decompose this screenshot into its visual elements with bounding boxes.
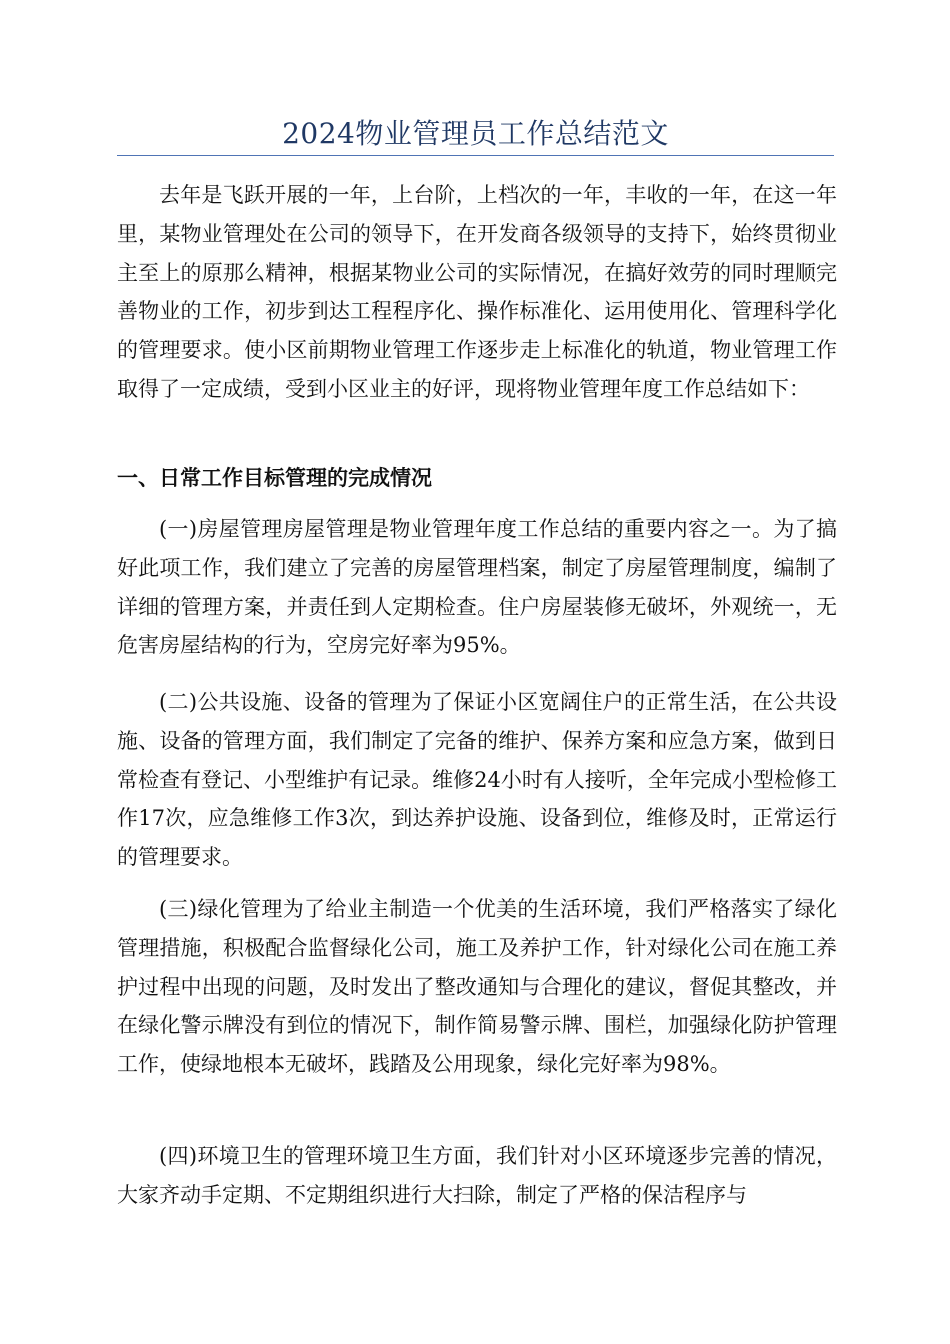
document-title: 2024物业管理员工作总结范文 — [282, 117, 669, 150]
paragraph-housing-management: (一)房屋管理房屋管理是物业管理年度工作总结的重要内容之一。为了搞好此项工作，我们建立了完善的房屋管理档案，制定了房屋管理制度，编制了详细的管理方案，并责任到人定期检查。住户房屋装修无破坏，外观统一，无危害房屋结构的行为，空房完好率为95%。 — [117, 517, 837, 658]
paragraph-environmental-sanitation: (四)环境卫生的管理环境卫生方面，我们针对小区环境逐步完善的情况，大家齐动手定期、不定期组织进行大扫除，制定了严格的保洁程序与 — [117, 1144, 837, 1207]
intro-paragraph: 去年是飞跃开展的一年，上台阶，上档次的一年，丰收的一年，在这一年里，某物业管理处在公司的领导下，在开发商各级领导的支持下，始终贯彻业主至上的原那么精神，根据某物业公司的实际情况，在搞好效劳的同时理顺完善物业的工作，初步到达工程程序化、操作标准化、运用使用化、管理科学化的管理要求。使小区前期物业管理工作逐步走上标准化的轨道，物业管理工作取得了一定成绩，受到小区业主的好评，现将物业管理年度工作总结如下： — [117, 183, 837, 401]
section-heading: 一、日常工作目标管理的完成情况 — [117, 466, 432, 490]
title-underline — [117, 155, 834, 156]
paragraph-public-facilities: (二)公共设施、设备的管理为了保证小区宽阔住户的正常生活，在公共设施、设备的管理方面，我们制定了完备的维护、保养方案和应急方案，做到日常检查有登记、小型维护有记录。维修24小时有人接听，全年完成小型检修工作17次，应急维修工作3次，到达养护设施、设备到位，维修及时，正常运行的管理要求。 — [117, 690, 837, 870]
paragraph-greening-management: (三)绿化管理为了给业主制造一个优美的生活环境，我们严格落实了绿化管理措施，积极配合监督绿化公司，施工及养护工作，针对绿化公司在施工养护过程中出现的问题，及时发出了整改通知与合理化的建议，督促其整改，并在绿化警示牌没有到位的情况下，制作简易警示牌、围栏，加强绿化防护管理工作，使绿地根本无破坏，践踏及公用现象，绿化完好率为98%。 — [117, 897, 837, 1077]
